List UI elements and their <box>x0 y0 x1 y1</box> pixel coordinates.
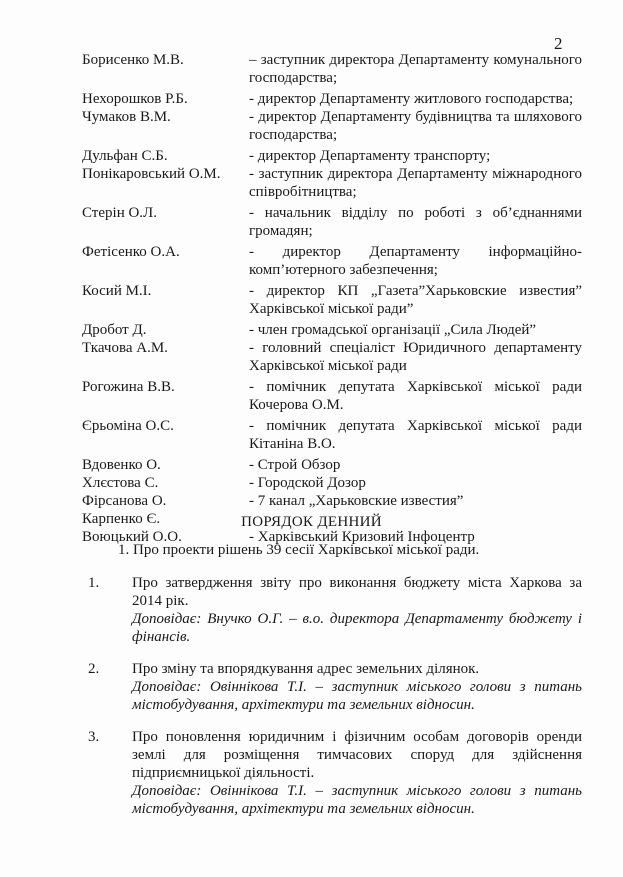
page-number: 2 <box>554 34 563 53</box>
attendee-role: - головний спеціаліст Юридичного департаменту Харківської міської ради <box>249 340 582 374</box>
attendee-role: - помічник депутата Харківської міської ради Кітаніна В.О. <box>249 418 582 452</box>
attendee-name: Єрьоміна О.С. <box>82 418 174 434</box>
attendee-role: - директор КП „Газета”Харьковские известия” Харківської міської ради” <box>249 283 582 317</box>
agenda-intro: 1. Про проекти рішень 39 сесії Харківської міської ради. <box>118 542 480 558</box>
attendee-name: Нехорошков Р.Б. <box>82 91 188 107</box>
agenda-list <box>88 574 582 832</box>
agenda-item <box>88 728 582 818</box>
attendee-name: Стерін О.Л. <box>82 205 157 221</box>
attendee-role: - директор Департаменту інформаційно-комп’ютерного забезпечення; <box>249 244 582 278</box>
attendee-row <box>82 456 582 474</box>
attendee-row <box>82 90 582 108</box>
attendee-row <box>82 474 582 492</box>
attendee-name: Вдовенко О. <box>82 457 161 473</box>
attendee-name: Воюцький О.О. <box>82 529 182 545</box>
attendee-row <box>82 165 582 201</box>
attendee-role: - директор Департаменту будівництва та шляхового господарства; <box>249 109 582 143</box>
attendee-list <box>82 51 582 546</box>
attendee-name: Карпенко Є. <box>82 511 161 527</box>
attendee-name: Борисенко М.В. <box>82 52 184 68</box>
agenda-item-reporter: Доповідає: Овіннікова Т.І. – заступник міського голови з питань містобудування, архітектури та земельних відносин. <box>132 783 582 817</box>
attendee-name: Чумаков В.М. <box>82 109 171 125</box>
attendee-role: - директор Департаменту транспорту; <box>249 148 491 164</box>
attendee-role: - 7 канал „Харьковские известия” <box>249 493 464 509</box>
attendee-row <box>82 108 582 144</box>
agenda-item-body <box>132 574 582 646</box>
attendee-role: - Харківський Кризовий Інфоцентр <box>249 529 475 545</box>
agenda-item <box>88 660 582 714</box>
agenda-item <box>88 574 582 646</box>
attendee-role: - Строй Обзор <box>249 457 341 473</box>
agenda-item-reporter: Доповідає: Овіннікова Т.І. – заступник міського голови з питань містобудування, архітектури та земельних відносин. <box>132 679 582 713</box>
agenda-title: ПОРЯДОК ДЕННИЙ <box>241 514 382 530</box>
attendee-row <box>82 282 582 318</box>
attendee-role: - Городской Дозор <box>249 475 366 491</box>
attendee-name: Фірсанова О. <box>82 493 167 509</box>
attendee-row <box>82 378 582 414</box>
attendee-row <box>82 339 582 375</box>
attendee-role: - директор Департаменту житлового господарства; <box>249 91 574 107</box>
attendee-row <box>82 204 582 240</box>
attendee-name: Косий М.І. <box>82 283 152 299</box>
attendee-row <box>82 51 582 87</box>
attendee-name: Фетісенко О.А. <box>82 244 180 260</box>
attendee-row <box>82 417 582 453</box>
attendee-role: - помічник депутата Харківської міської ради Кочерова О.М. <box>249 379 582 413</box>
attendee-name: Дробот Д. <box>82 322 147 338</box>
attendee-role: – заступник директора Департаменту комунального господарства; <box>249 52 582 86</box>
attendee-name: Ткачова А.М. <box>82 340 168 356</box>
agenda-item-number: 3. <box>88 729 100 745</box>
agenda-item-number: 2. <box>88 661 100 677</box>
attendee-row <box>82 321 582 339</box>
agenda-item-reporter: Доповідає: Внучко О.Г. – в.о. директора Департаменту бюджету і фінансів. <box>132 611 582 645</box>
attendee-role: - начальник відділу по роботі з об’єднаннями громадян; <box>249 205 582 239</box>
agenda-item-body <box>132 728 582 818</box>
agenda-item-number: 1. <box>88 575 100 591</box>
attendee-role: - член громадської організації „Сила Людей” <box>249 322 537 338</box>
attendee-row <box>82 492 582 510</box>
attendee-name: Дульфан С.Б. <box>82 148 168 164</box>
attendee-name: Понікаровський О.М. <box>82 166 221 182</box>
attendee-row <box>82 147 582 165</box>
agenda-item-body <box>132 660 582 714</box>
attendee-name: Рогожина В.В. <box>82 379 175 395</box>
agenda-item-text: Про затвердження звіту про виконання бюджету міста Харкова за 2014 рік. <box>132 575 582 609</box>
attendee-role: - заступник директора Департаменту міжнародного співробітництва; <box>249 166 582 200</box>
attendee-row <box>82 243 582 279</box>
agenda-item-text: Про зміну та впорядкування адрес земельних ділянок. <box>132 661 480 677</box>
attendee-name: Хлєстова С. <box>82 475 159 491</box>
agenda-item-text: Про поновлення юридичним і фізичним особам договорів оренди землі для розміщення тимчасових споруд для здійснення підприємницької діяльності. <box>132 729 582 781</box>
